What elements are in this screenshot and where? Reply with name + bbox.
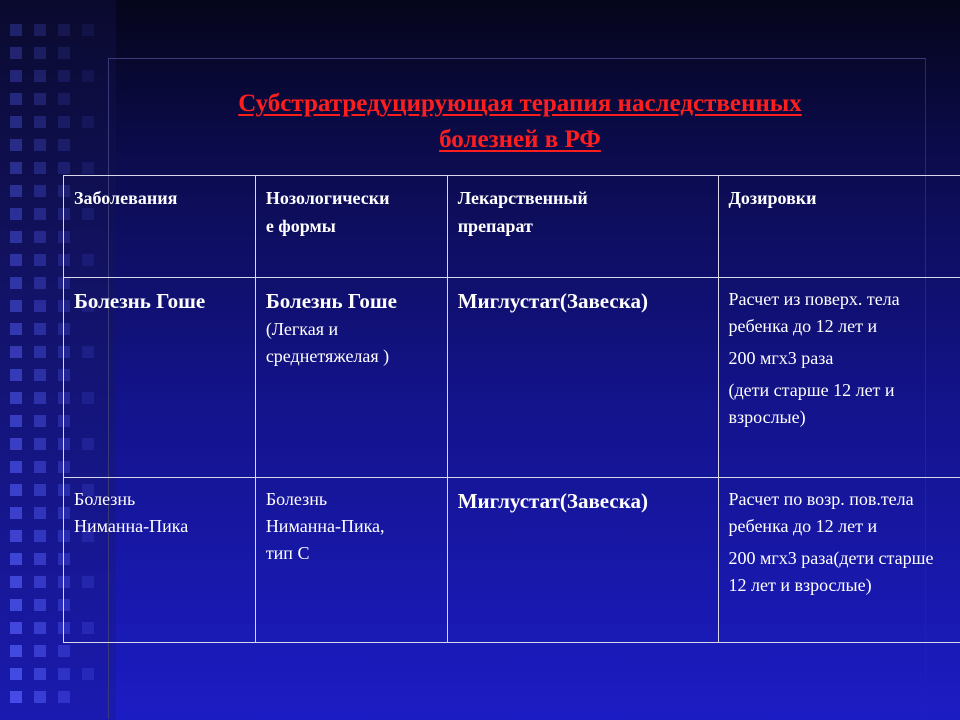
title-line-1: Субстратредуцирующая терапия наследственных bbox=[238, 90, 802, 117]
decorative-square bbox=[10, 691, 22, 703]
decorative-square bbox=[58, 24, 70, 36]
header-nosological-forms: Нозологически е формы bbox=[255, 176, 447, 278]
decorative-square bbox=[10, 346, 22, 358]
decorative-square bbox=[10, 116, 22, 128]
decorative-square bbox=[10, 300, 22, 312]
decorative-square bbox=[58, 162, 70, 174]
decorative-square bbox=[10, 576, 22, 588]
decorative-square bbox=[58, 116, 70, 128]
decorative-square bbox=[10, 645, 22, 657]
cell-form: Болезнь Ниманна-Пика, тип С bbox=[255, 478, 447, 643]
decorative-square bbox=[10, 24, 22, 36]
header-drug: Лекарственный препарат bbox=[447, 176, 718, 278]
decorative-square bbox=[34, 645, 46, 657]
decorative-square bbox=[10, 553, 22, 565]
decorative-square bbox=[34, 507, 46, 519]
decorative-square bbox=[10, 277, 22, 289]
decorative-square bbox=[82, 24, 94, 36]
decorative-square bbox=[34, 668, 46, 680]
decorative-square bbox=[34, 185, 46, 197]
decorative-square bbox=[34, 47, 46, 59]
decorative-square bbox=[34, 484, 46, 496]
decorative-square bbox=[34, 599, 46, 611]
decorative-square bbox=[58, 93, 70, 105]
cell-dosage: Расчет по возр. пов.тела ребенка до 12 лет и 200 мгх3 раза(дети старше 12 лет и взрослые) bbox=[718, 478, 960, 643]
decorative-square bbox=[82, 116, 94, 128]
cell-disease: Болезнь Ниманна-Пика bbox=[64, 478, 256, 643]
decorative-square bbox=[58, 668, 70, 680]
decorative-square bbox=[34, 392, 46, 404]
decorative-square bbox=[34, 208, 46, 220]
table-row bbox=[64, 478, 960, 643]
decorative-square bbox=[34, 24, 46, 36]
decorative-square bbox=[34, 70, 46, 82]
therapy-table bbox=[63, 175, 960, 643]
decorative-square bbox=[10, 208, 22, 220]
decorative-square bbox=[10, 622, 22, 634]
decorative-square bbox=[82, 162, 94, 174]
decorative-square bbox=[10, 415, 22, 427]
decorative-square bbox=[58, 645, 70, 657]
decorative-square bbox=[10, 254, 22, 266]
decorative-square bbox=[34, 93, 46, 105]
decorative-square bbox=[10, 93, 22, 105]
header-diseases: Заболевания bbox=[64, 176, 256, 278]
decorative-square bbox=[58, 47, 70, 59]
table-header-row bbox=[64, 176, 960, 278]
decorative-square bbox=[10, 438, 22, 450]
decorative-square bbox=[34, 116, 46, 128]
decorative-square bbox=[34, 461, 46, 473]
decorative-square bbox=[10, 369, 22, 381]
decorative-square bbox=[34, 162, 46, 174]
decorative-square bbox=[34, 231, 46, 243]
cell-dosage: Расчет из поверх. тела ребенка до 12 лет и 200 мгх3 раза (дети старше 12 лет и взрослые) bbox=[718, 278, 960, 478]
decorative-square bbox=[10, 599, 22, 611]
decorative-square bbox=[34, 300, 46, 312]
decorative-square bbox=[58, 139, 70, 151]
cell-drug: Миглустат(Завеска) bbox=[447, 278, 718, 478]
decorative-square bbox=[10, 507, 22, 519]
decorative-square bbox=[34, 530, 46, 542]
decorative-square bbox=[10, 392, 22, 404]
cell-form: Болезнь Гоше (Легкая и среднетяжелая ) bbox=[255, 278, 447, 478]
decorative-square bbox=[34, 369, 46, 381]
decorative-square bbox=[10, 139, 22, 151]
decorative-square bbox=[34, 691, 46, 703]
decorative-square bbox=[34, 254, 46, 266]
decorative-square bbox=[10, 530, 22, 542]
decorative-square bbox=[10, 47, 22, 59]
decorative-square bbox=[34, 277, 46, 289]
decorative-square bbox=[10, 70, 22, 82]
decorative-square bbox=[34, 576, 46, 588]
decorative-square bbox=[34, 553, 46, 565]
cell-disease: Болезнь Гоше bbox=[64, 278, 256, 478]
header-dosages: Дозировки bbox=[718, 176, 960, 278]
decorative-square bbox=[82, 668, 94, 680]
table-row bbox=[64, 278, 960, 478]
decorative-square bbox=[10, 461, 22, 473]
title-line-2: болезней в РФ bbox=[439, 126, 601, 153]
decorative-square bbox=[34, 139, 46, 151]
decorative-square bbox=[82, 70, 94, 82]
decorative-square bbox=[34, 323, 46, 335]
slide-title bbox=[120, 86, 920, 158]
decorative-square bbox=[10, 231, 22, 243]
decorative-square bbox=[34, 415, 46, 427]
decorative-square bbox=[10, 668, 22, 680]
decorative-square bbox=[10, 162, 22, 174]
decorative-square bbox=[58, 691, 70, 703]
decorative-square bbox=[10, 185, 22, 197]
decorative-square bbox=[58, 70, 70, 82]
decorative-square bbox=[10, 323, 22, 335]
cell-drug: Миглустат(Завеска) bbox=[447, 478, 718, 643]
decorative-square bbox=[34, 346, 46, 358]
decorative-square bbox=[10, 484, 22, 496]
decorative-square bbox=[34, 622, 46, 634]
decorative-square bbox=[34, 438, 46, 450]
